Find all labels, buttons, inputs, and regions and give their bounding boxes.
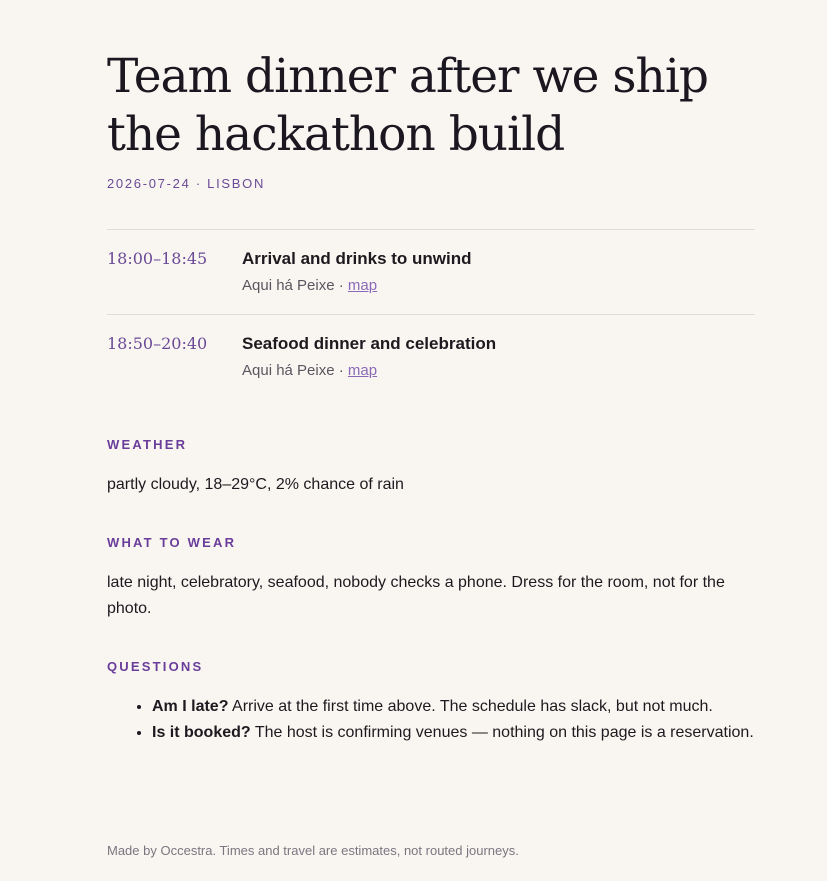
- wear-heading: WHAT TO WEAR: [107, 535, 237, 550]
- schedule: [107, 229, 755, 400]
- place-separator: ·: [338, 277, 344, 294]
- venue-name: Aqui há Peixe: [242, 277, 335, 294]
- weather-heading: WEATHER: [107, 437, 188, 452]
- place-separator: ·: [338, 362, 344, 379]
- questions-heading: QUESTIONS: [107, 659, 204, 674]
- page-title: Team dinner after we ship the hackathon build: [107, 49, 708, 162]
- event-city: LISBON: [207, 176, 266, 191]
- map-link[interactable]: map: [347, 362, 378, 379]
- answer-text: Arrive at the first time above. The schedule has slack, but not much.: [232, 698, 713, 715]
- meta-separator: ·: [195, 176, 202, 191]
- slot-time: 18:50–20:40: [107, 334, 208, 353]
- footer-note: Made by Occestra. Times and travel are estimates, not routed journeys.: [107, 843, 519, 858]
- question-label: Am I late?: [152, 698, 229, 715]
- slot-place: [242, 361, 755, 381]
- schedule-item: [107, 230, 755, 315]
- slot-title: Seafood dinner and celebration: [242, 334, 497, 353]
- map-link[interactable]: map: [347, 277, 378, 294]
- event-meta: [107, 176, 755, 191]
- list-item: [152, 720, 755, 746]
- answer-text: The host is confirming venues — nothing on this page is a reservation.: [254, 724, 754, 741]
- question-label: Is it booked?: [152, 724, 251, 741]
- slot-title: Arrival and drinks to unwind: [242, 249, 472, 268]
- weather-text: partly cloudy, 18–29°C, 2% chance of rain: [107, 476, 404, 493]
- questions-list: [107, 694, 755, 746]
- page: [107, 0, 755, 858]
- venue-name: Aqui há Peixe: [242, 362, 335, 379]
- schedule-item: [107, 315, 755, 400]
- slot-time: 18:00–18:45: [107, 249, 208, 268]
- event-date: 2026-07-24: [107, 176, 191, 191]
- slot-place: [242, 276, 755, 296]
- list-item: [152, 694, 755, 720]
- wear-text: late night, celebratory, seafood, nobody checks a phone. Dress for the room, not for the photo.: [107, 574, 725, 617]
